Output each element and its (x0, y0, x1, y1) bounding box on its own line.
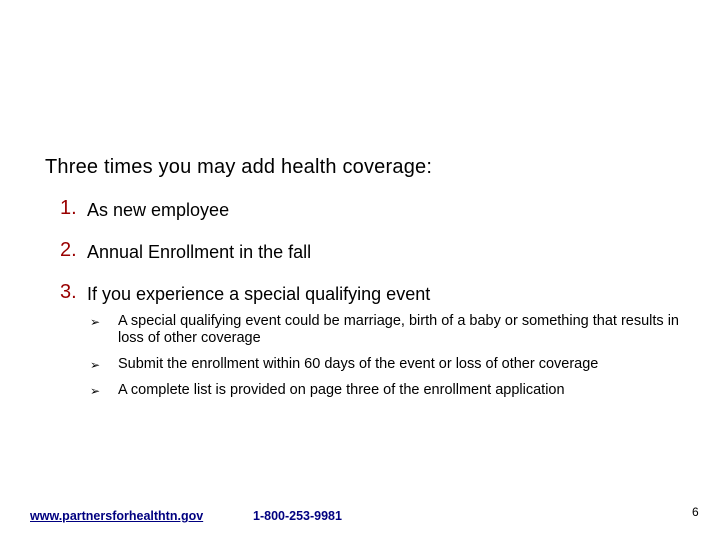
numbered-item (60, 197, 700, 239)
footer-website-link[interactable]: www.partnersforhealthtn.gov (30, 509, 204, 523)
item-text: If you experience a special qualifying event (87, 284, 431, 304)
page-number: 6 (692, 505, 699, 519)
sub-bullet-text: Submit the enrollment within 60 days of the event or loss of other coverage (118, 356, 599, 372)
sub-bullet-item (90, 382, 680, 399)
numbered-list (60, 197, 700, 323)
sub-bullet-item (90, 313, 680, 347)
item-number: 2. (60, 239, 77, 261)
item-text: Annual Enrollment in the fall (87, 242, 312, 262)
item-number: 1. (60, 197, 77, 219)
footer-phone-number: 1-800-253-9981 (253, 509, 342, 523)
arrowhead-bullet-icon: ➢ (90, 384, 101, 398)
sub-bullet-text: A complete list is provided on page three of the enrollment application (118, 382, 565, 398)
sub-bullet-text: A special qualifying event could be marriage, birth of a baby or something that results in loss of other coverage (118, 313, 679, 346)
numbered-item (60, 239, 700, 281)
slide-heading: Three times you may add health coverage: (45, 156, 433, 178)
item-text: As new employee (87, 200, 230, 220)
arrowhead-bullet-icon: ➢ (90, 358, 101, 372)
sub-bullet-list (90, 313, 680, 408)
sub-bullet-item (90, 356, 680, 373)
arrowhead-bullet-icon: ➢ (90, 315, 101, 329)
item-number: 3. (60, 281, 77, 303)
